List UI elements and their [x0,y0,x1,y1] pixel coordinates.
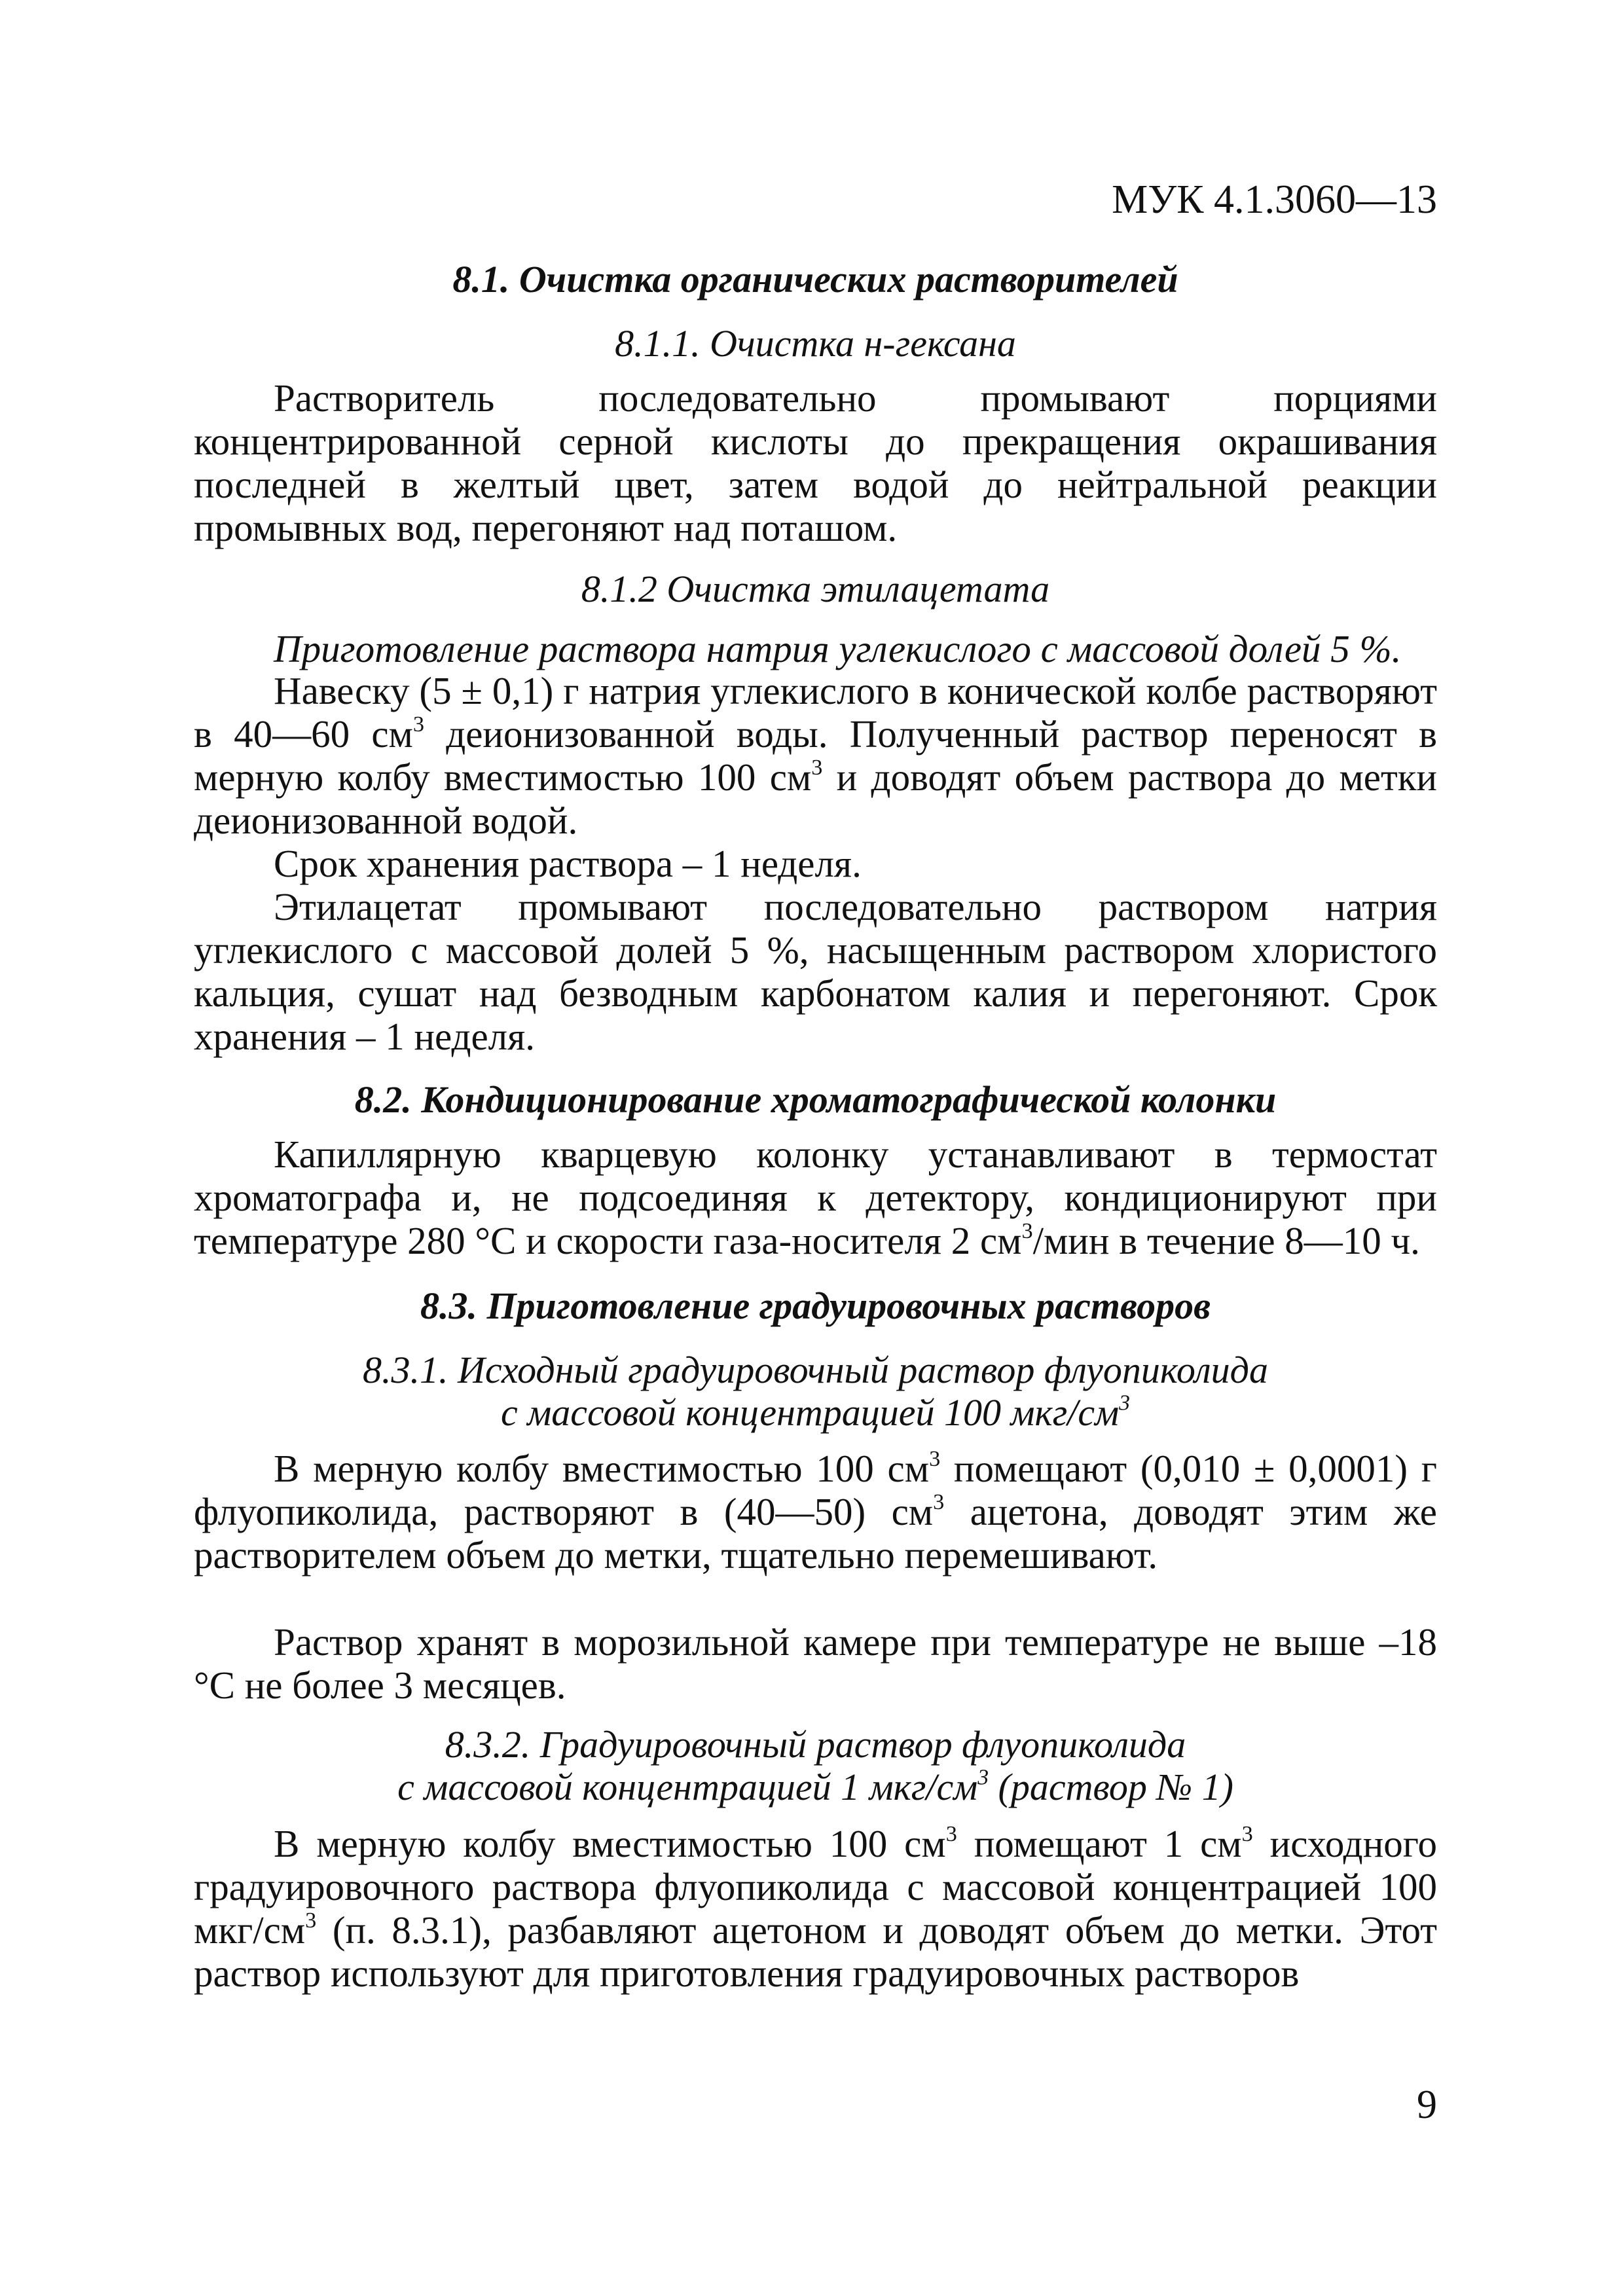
superscript-3: 3 [811,756,823,780]
section-8-3-2-para-1: В мерную колбу вместимостью 100 $см^3$ помещают 1 $см^3$ исходного градуировочного раствора флуопиколида с массовой концентрацией 100 мкг/$см^3$ (п. 8.3.1), разбавляют ацетоном и доводят объем до метки. Этот раствор используют для приготовления градуировочных растворов [194,1822,1438,1995]
superscript-3: 3 [933,1490,945,1515]
section-8-1-2-title: 8.1.2 Очистка этилацетата [581,568,1050,610]
superscript-3: 3 [305,1908,317,1933]
document-code: МУК 4.1.3060—13 [1112,177,1437,222]
section-8-1-2-para-3: Этилацетат промывают последовательно раствором натрия углекислого с массовой долей 5 %, насыщенным раствором хлористого кальция, сушат над безводным карбонатом калия и перегоняют. Срок хранения – 1 неделя. [194,885,1437,1058]
superscript-3: 3 [929,1447,941,1472]
section-8-1-1-text: Растворитель последовательно промывают порциями концентрированной серной кислоты до прекращения окрашивания последней в желтый цвет, затем водой до нейтральной реакции промывных вод, перегоняют над поташом. [194,376,1437,549]
solution-prep-heading: Приготовление раствора натрия углекислого с массовой долей 5 %. [274,627,1402,670]
section-8-3-1-para-2: Раствор хранят в морозильной камере при температуре не выше –18 °С не более 3 месяцев. [194,1620,1437,1707]
section-8-1-2-para-1: Навеску (5 ± 0,1) г натрия углекислого в конической колбе растворяют в 40—60 $см^3$ деионизованной воды. Полученный раствор переносят в мерную колбу вместимостью 100 $см^3$ и доводят объем раствора до метки деионизованной водой. [194,669,1437,842]
section-8-3-title: 8.3. Приготовление градуировочных растворов [420,1285,1211,1327]
superscript-3: 3 [977,1765,989,1790]
section-8-1-2-para-2: Срок хранения раствора – 1 неделя. [274,842,862,885]
section-8-3-1-para-1: В мерную колбу вместимостью 100 $см^3$ помещают (0,010 ± 0,0001) г флуопиколида, растворяют в (40—50) $см^3$ ацетона, доводят этим же растворителем объем до метки, тщательно перемешивают. [194,1447,1437,1576]
section-8-3-1-title: 8.3.1. Исходный градуировочный раствор флуопиколида с массовой концентрацией 100 мкг/$см^3$ [362,1349,1269,1434]
superscript-3: 3 [1241,1822,1253,1847]
section-8-1-1-title: 8.1.1. Очистка н-гексана [615,322,1016,365]
superscript-3: 3 [1021,1219,1033,1244]
superscript-3: 3 [1119,1391,1130,1415]
section-8-3-2-title: 8.3.2. Градуировочный раствор флуопиколида с массовой концентрацией 1 мкг/$см^3$ (раствор № 1) [397,1723,1233,1808]
section-8-2-text: Капиллярную кварцевую колонку устанавливают в термостат хроматографа и, не подсоединяя к детектору, кондиционируют при температуре 280 °С и скорости газа-носителя 2 $см^3$/мин в течение 8—10 ч. [194,1133,1437,1262]
superscript-3: 3 [412,712,424,737]
page-number: 9 [1417,2083,1437,2127]
section-8-1-title: 8.1. Очистка органических растворителей [452,258,1178,301]
section-8-2-title: 8.2. Кондиционирование хроматографической колонки [354,1078,1277,1121]
superscript-3: 3 [945,1822,957,1847]
